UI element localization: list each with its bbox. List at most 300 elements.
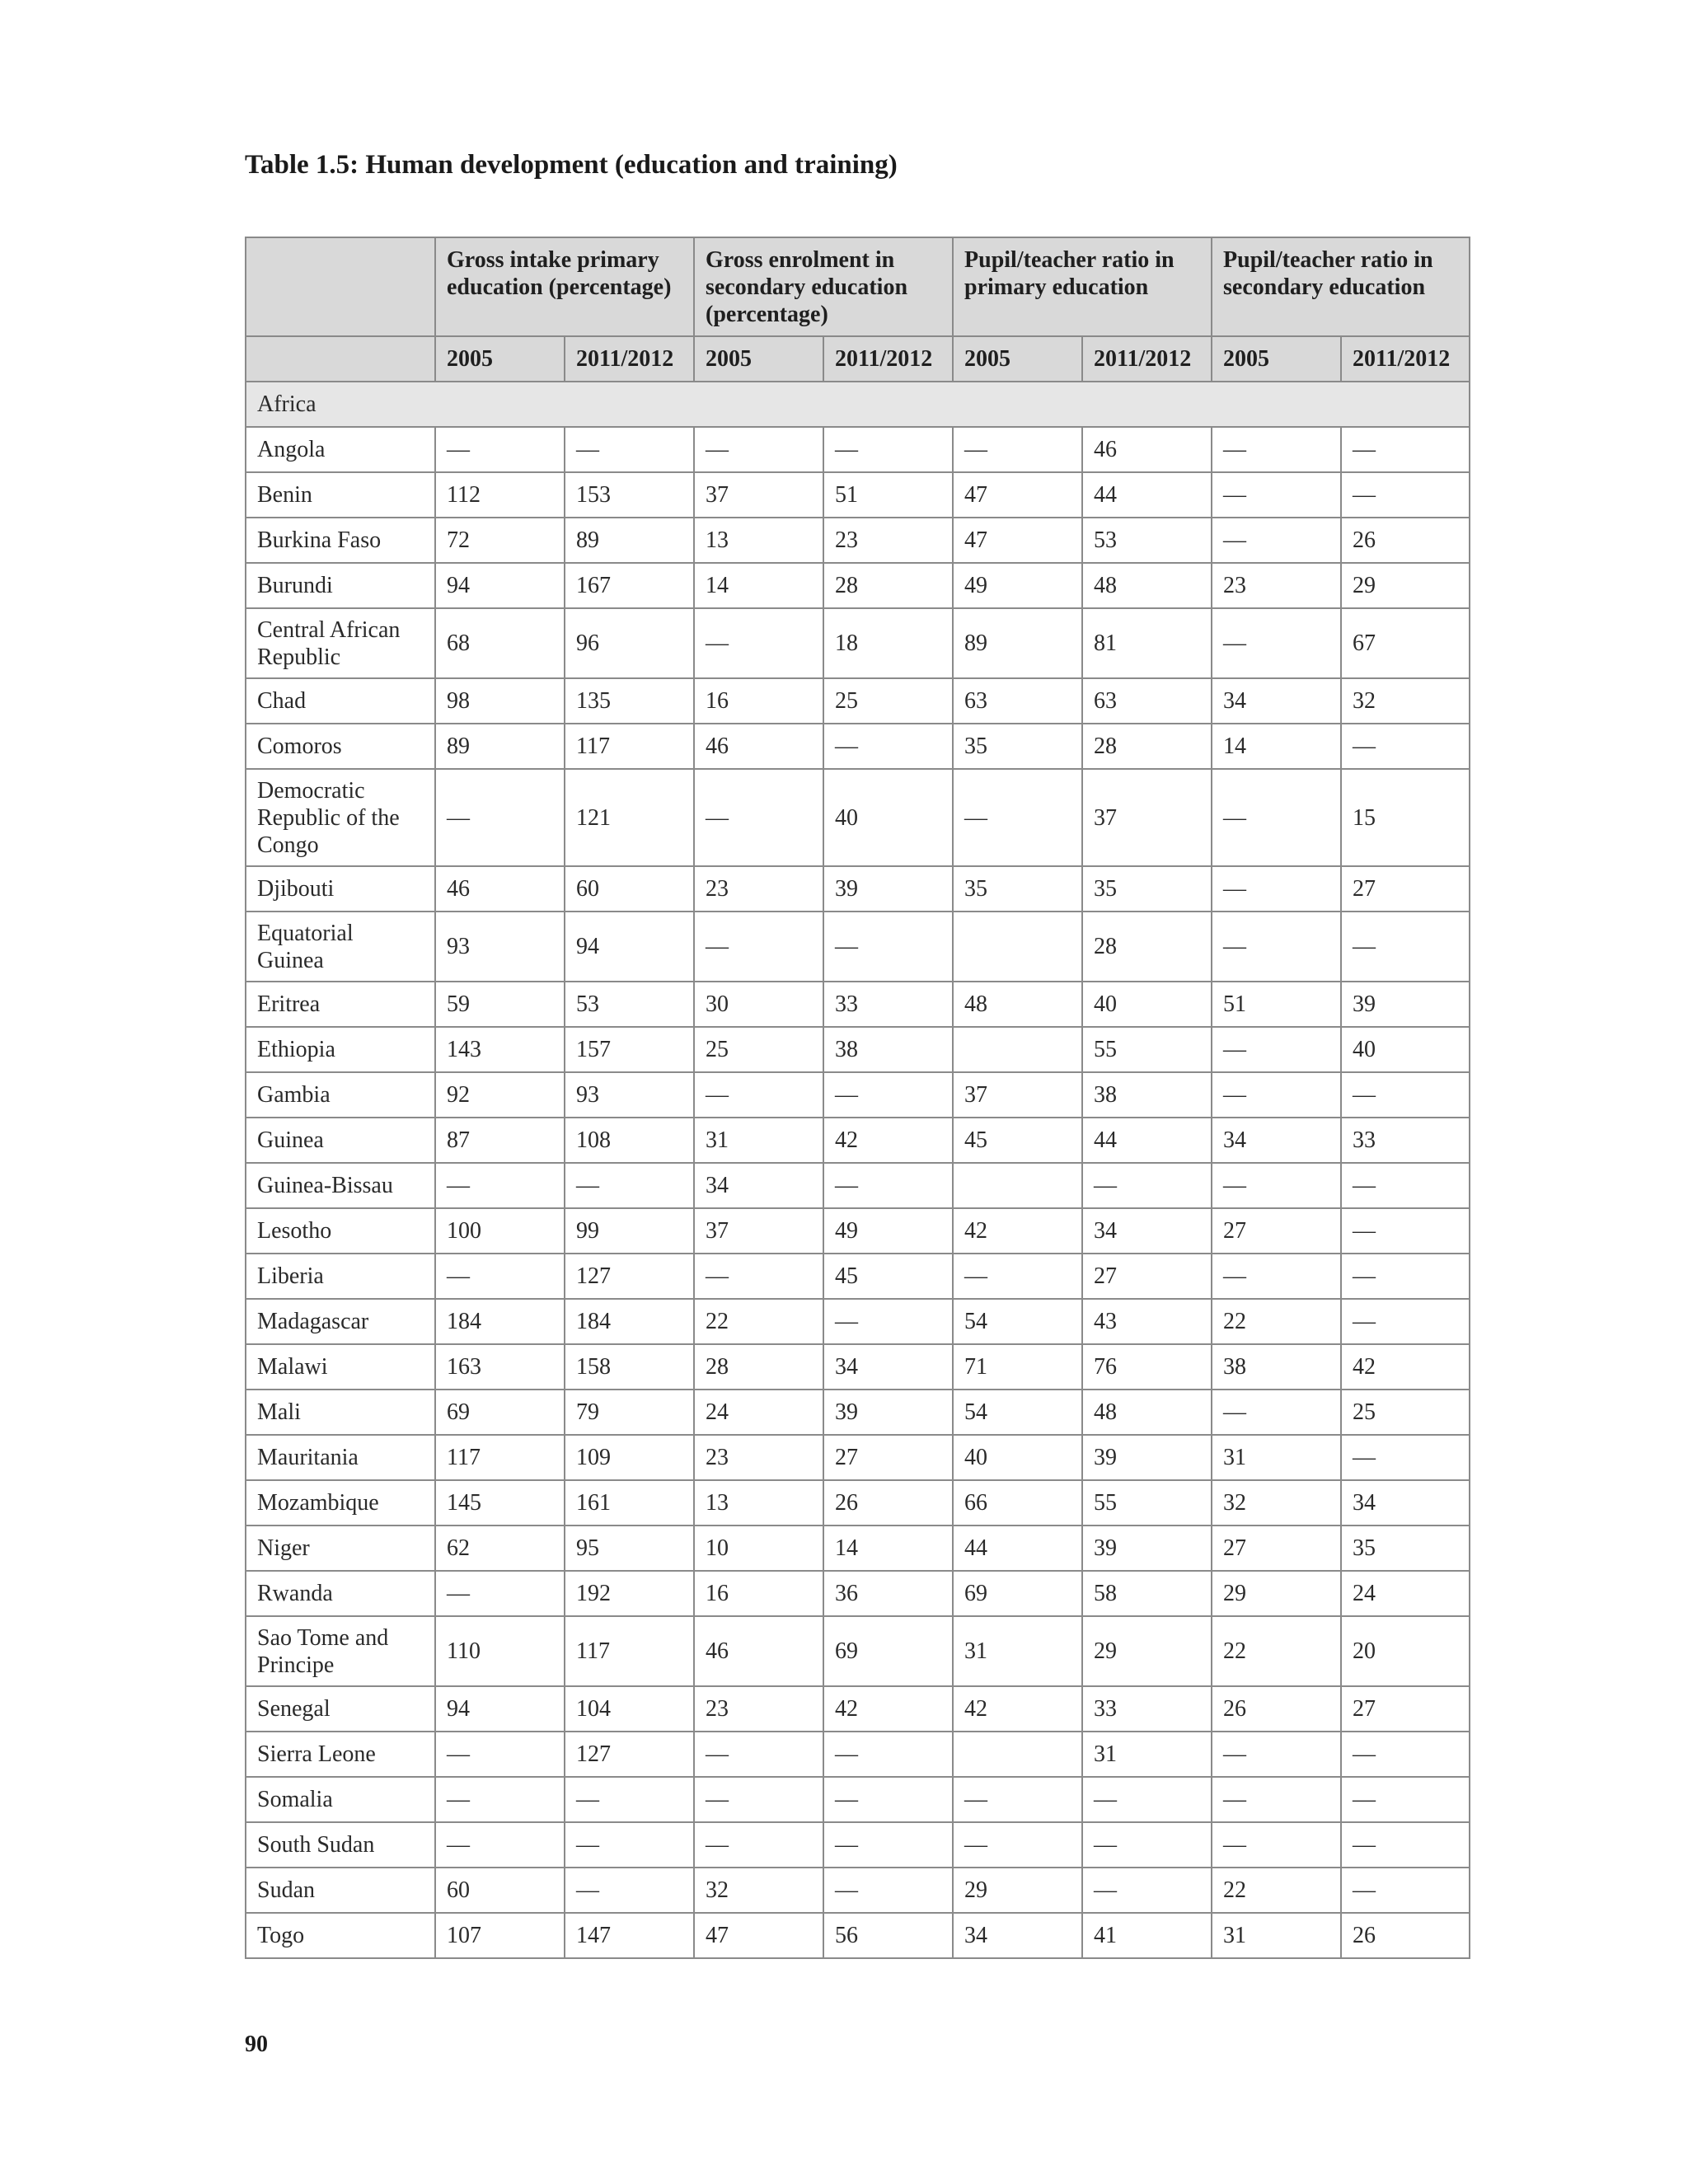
value-cell: — — [565, 427, 694, 472]
value-cell: 54 — [953, 1299, 1082, 1344]
value-cell: 147 — [565, 1913, 694, 1958]
value-cell: 161 — [565, 1480, 694, 1526]
value-cell: — — [1212, 1072, 1341, 1118]
value-cell: 32 — [694, 1868, 823, 1913]
value-cell: 49 — [823, 1208, 953, 1254]
country-cell: Angola — [246, 427, 435, 472]
value-cell: 37 — [694, 472, 823, 518]
value-cell: 34 — [694, 1163, 823, 1208]
value-cell: — — [823, 1822, 953, 1868]
value-cell: 89 — [435, 724, 565, 769]
value-cell: 14 — [1212, 724, 1341, 769]
value-cell: 153 — [565, 472, 694, 518]
value-cell: 27 — [1341, 866, 1470, 912]
value-cell: — — [1341, 1777, 1470, 1822]
value-cell: 35 — [953, 866, 1082, 912]
value-cell: — — [694, 608, 823, 678]
value-cell: 35 — [1341, 1526, 1470, 1571]
value-cell: 37 — [694, 1208, 823, 1254]
header-pupil-teacher-secondary: Pupil/teacher ratio in secondary education — [1212, 237, 1470, 336]
value-cell: 69 — [435, 1390, 565, 1435]
value-cell: 36 — [823, 1571, 953, 1616]
value-cell: — — [1212, 866, 1341, 912]
value-cell: 13 — [694, 1480, 823, 1526]
value-cell: 163 — [435, 1344, 565, 1390]
value-cell: — — [1341, 1208, 1470, 1254]
value-cell: 47 — [694, 1913, 823, 1958]
value-cell: 39 — [823, 866, 953, 912]
country-cell: Malawi — [246, 1344, 435, 1390]
country-cell: Niger — [246, 1526, 435, 1571]
country-cell: Rwanda — [246, 1571, 435, 1616]
value-cell: 28 — [694, 1344, 823, 1390]
value-cell: 31 — [953, 1616, 1082, 1686]
value-cell: — — [1082, 1163, 1212, 1208]
value-cell: 127 — [565, 1732, 694, 1777]
year-header: 2011/2012 — [565, 336, 694, 382]
value-cell: — — [435, 1822, 565, 1868]
table-row — [246, 1299, 1470, 1344]
table-row — [246, 1526, 1470, 1571]
value-cell: 34 — [1341, 1480, 1470, 1526]
page-number: 90 — [245, 2032, 268, 2057]
value-cell: 184 — [565, 1299, 694, 1344]
value-cell: 45 — [823, 1254, 953, 1299]
value-cell: 25 — [823, 678, 953, 724]
value-cell: — — [1341, 1435, 1470, 1480]
value-cell: 59 — [435, 982, 565, 1027]
value-cell: 32 — [1341, 678, 1470, 724]
value-cell: 117 — [435, 1435, 565, 1480]
value-cell — [953, 1027, 1082, 1072]
region-label: Africa — [246, 382, 1470, 427]
value-cell: — — [1341, 427, 1470, 472]
value-cell: 93 — [565, 1072, 694, 1118]
header-pupil-teacher-primary: Pupil/teacher ratio in primary education — [953, 237, 1212, 336]
value-cell: — — [1341, 1732, 1470, 1777]
value-cell: 44 — [953, 1526, 1082, 1571]
value-cell: 38 — [1212, 1344, 1341, 1390]
value-cell: 46 — [435, 866, 565, 912]
table-body — [246, 382, 1470, 1958]
value-cell: — — [435, 1732, 565, 1777]
value-cell: — — [694, 1732, 823, 1777]
value-cell: 67 — [1341, 608, 1470, 678]
value-cell: 29 — [1341, 563, 1470, 608]
table-row — [246, 1254, 1470, 1299]
value-cell: 46 — [1082, 427, 1212, 472]
value-cell: 104 — [565, 1686, 694, 1732]
country-cell: Guinea-Bissau — [246, 1163, 435, 1208]
value-cell: 34 — [1082, 1208, 1212, 1254]
value-cell: 42 — [823, 1118, 953, 1163]
country-cell: Gambia — [246, 1072, 435, 1118]
table-row — [246, 1344, 1470, 1390]
value-cell: 41 — [1082, 1913, 1212, 1958]
table-row — [246, 1208, 1470, 1254]
value-cell: 117 — [565, 1616, 694, 1686]
value-cell: — — [694, 427, 823, 472]
value-cell: 127 — [565, 1254, 694, 1299]
value-cell: 145 — [435, 1480, 565, 1526]
value-cell: 33 — [1341, 1118, 1470, 1163]
country-cell: Djibouti — [246, 866, 435, 912]
value-cell: 157 — [565, 1027, 694, 1072]
value-cell: 167 — [565, 563, 694, 608]
year-header: 2005 — [435, 336, 565, 382]
value-cell: 42 — [953, 1686, 1082, 1732]
value-cell: 94 — [435, 1686, 565, 1732]
country-cell: Guinea — [246, 1118, 435, 1163]
value-cell: — — [435, 427, 565, 472]
value-cell: 22 — [1212, 1868, 1341, 1913]
value-cell — [953, 912, 1082, 982]
value-cell: 26 — [1212, 1686, 1341, 1732]
year-header: 2005 — [953, 336, 1082, 382]
table-row — [246, 678, 1470, 724]
value-cell: 26 — [823, 1480, 953, 1526]
value-cell: 24 — [694, 1390, 823, 1435]
value-cell: 23 — [694, 866, 823, 912]
value-cell: 43 — [1082, 1299, 1212, 1344]
value-cell: 37 — [953, 1072, 1082, 1118]
value-cell: 110 — [435, 1616, 565, 1686]
value-cell: — — [1212, 427, 1341, 472]
value-cell: 16 — [694, 678, 823, 724]
value-cell: — — [953, 427, 1082, 472]
value-cell: 48 — [953, 982, 1082, 1027]
value-cell: 48 — [1082, 563, 1212, 608]
country-cell: Somalia — [246, 1777, 435, 1822]
value-cell: 44 — [1082, 1118, 1212, 1163]
value-cell: 29 — [1212, 1571, 1341, 1616]
country-cell: Sudan — [246, 1868, 435, 1913]
year-header: 2005 — [1212, 336, 1341, 382]
value-cell: 28 — [1082, 724, 1212, 769]
value-cell: 35 — [1082, 866, 1212, 912]
value-cell: — — [1212, 1732, 1341, 1777]
value-cell: 58 — [1082, 1571, 1212, 1616]
value-cell: 135 — [565, 678, 694, 724]
value-cell: 14 — [823, 1526, 953, 1571]
value-cell: — — [823, 1732, 953, 1777]
value-cell: 24 — [1341, 1571, 1470, 1616]
value-cell: 31 — [1212, 1435, 1341, 1480]
value-cell: — — [565, 1822, 694, 1868]
table-row — [246, 1480, 1470, 1526]
table-row — [246, 1118, 1470, 1163]
table-row — [246, 608, 1470, 678]
value-cell: — — [823, 427, 953, 472]
value-cell: 13 — [694, 518, 823, 563]
value-cell: 93 — [435, 912, 565, 982]
value-cell: — — [823, 1163, 953, 1208]
value-cell: 60 — [435, 1868, 565, 1913]
country-cell: Chad — [246, 678, 435, 724]
value-cell: 66 — [953, 1480, 1082, 1526]
region-row — [246, 382, 1470, 427]
value-cell: 42 — [823, 1686, 953, 1732]
value-cell: 55 — [1082, 1027, 1212, 1072]
value-cell: 42 — [1341, 1344, 1470, 1390]
value-cell: — — [1212, 1163, 1341, 1208]
value-cell: 30 — [694, 982, 823, 1027]
value-cell: — — [694, 1822, 823, 1868]
value-cell: — — [1341, 1822, 1470, 1868]
value-cell: 121 — [565, 769, 694, 866]
table-row — [246, 563, 1470, 608]
country-cell: Sao Tome and Principe — [246, 1616, 435, 1686]
value-cell: 25 — [1341, 1390, 1470, 1435]
value-cell: — — [823, 1072, 953, 1118]
value-cell: 46 — [694, 1616, 823, 1686]
value-cell: — — [435, 1254, 565, 1299]
country-cell: Eritrea — [246, 982, 435, 1027]
value-cell: 42 — [953, 1208, 1082, 1254]
value-cell: — — [953, 1777, 1082, 1822]
value-cell: 31 — [694, 1118, 823, 1163]
value-cell: 81 — [1082, 608, 1212, 678]
value-cell: 72 — [435, 518, 565, 563]
value-cell: 89 — [565, 518, 694, 563]
value-cell: 44 — [1082, 472, 1212, 518]
value-cell: 31 — [1212, 1913, 1341, 1958]
value-cell: — — [1212, 1390, 1341, 1435]
value-cell: 38 — [1082, 1072, 1212, 1118]
value-cell: — — [565, 1163, 694, 1208]
value-cell: 56 — [823, 1913, 953, 1958]
value-cell — [953, 1163, 1082, 1208]
value-cell: — — [953, 1254, 1082, 1299]
value-cell: 39 — [823, 1390, 953, 1435]
value-cell: 31 — [1082, 1732, 1212, 1777]
value-cell: 47 — [953, 518, 1082, 563]
value-cell: 45 — [953, 1118, 1082, 1163]
value-cell: — — [1341, 1072, 1470, 1118]
value-cell: 192 — [565, 1571, 694, 1616]
value-cell: 95 — [565, 1526, 694, 1571]
country-cell: Mauritania — [246, 1435, 435, 1480]
value-cell: 27 — [823, 1435, 953, 1480]
value-cell: 143 — [435, 1027, 565, 1072]
value-cell: 14 — [694, 563, 823, 608]
value-cell: 63 — [1082, 678, 1212, 724]
country-cell: Mali — [246, 1390, 435, 1435]
value-cell: — — [694, 769, 823, 866]
value-cell: 40 — [953, 1435, 1082, 1480]
value-cell: — — [435, 1163, 565, 1208]
header-gross-intake-primary: Gross intake primary education (percentage) — [435, 237, 694, 336]
value-cell: 79 — [565, 1390, 694, 1435]
value-cell: 34 — [953, 1913, 1082, 1958]
value-cell: 28 — [823, 563, 953, 608]
header-group-row — [246, 237, 1470, 336]
value-cell: — — [1212, 1027, 1341, 1072]
value-cell: — — [1212, 472, 1341, 518]
value-cell: 39 — [1082, 1435, 1212, 1480]
value-cell: 62 — [435, 1526, 565, 1571]
country-cell: Mozambique — [246, 1480, 435, 1526]
value-cell: 18 — [823, 608, 953, 678]
table-row — [246, 1390, 1470, 1435]
value-cell: 27 — [1341, 1686, 1470, 1732]
value-cell: 34 — [823, 1344, 953, 1390]
table-row — [246, 518, 1470, 563]
value-cell: — — [435, 1777, 565, 1822]
value-cell: 49 — [953, 563, 1082, 608]
value-cell: 37 — [1082, 769, 1212, 866]
value-cell: 34 — [1212, 1118, 1341, 1163]
table-row — [246, 912, 1470, 982]
table-row — [246, 1027, 1470, 1072]
value-cell: 51 — [823, 472, 953, 518]
country-cell: Burkina Faso — [246, 518, 435, 563]
value-cell: — — [823, 724, 953, 769]
value-cell: 100 — [435, 1208, 565, 1254]
value-cell: 68 — [435, 608, 565, 678]
value-cell: 40 — [1082, 982, 1212, 1027]
value-cell: 22 — [694, 1299, 823, 1344]
value-cell: 26 — [1341, 1913, 1470, 1958]
value-cell: — — [694, 1777, 823, 1822]
table-row — [246, 1822, 1470, 1868]
country-cell: Senegal — [246, 1686, 435, 1732]
value-cell: 71 — [953, 1344, 1082, 1390]
value-cell: 15 — [1341, 769, 1470, 866]
value-cell: — — [823, 1299, 953, 1344]
value-cell: 23 — [1212, 563, 1341, 608]
year-header: 2011/2012 — [823, 336, 953, 382]
value-cell: — — [565, 1868, 694, 1913]
table-row — [246, 866, 1470, 912]
table-row — [246, 1163, 1470, 1208]
value-cell: — — [1212, 1254, 1341, 1299]
value-cell: — — [823, 1777, 953, 1822]
value-cell: 20 — [1341, 1616, 1470, 1686]
value-cell: 27 — [1082, 1254, 1212, 1299]
table-title: Table 1.5: Human development (education and training) — [245, 150, 898, 180]
table-row — [246, 1072, 1470, 1118]
education-table — [245, 237, 1470, 1959]
value-cell: 89 — [953, 608, 1082, 678]
value-cell: 117 — [565, 724, 694, 769]
value-cell: 22 — [1212, 1616, 1341, 1686]
value-cell: — — [1212, 912, 1341, 982]
value-cell: — — [1341, 472, 1470, 518]
value-cell: 69 — [953, 1571, 1082, 1616]
country-cell: Liberia — [246, 1254, 435, 1299]
value-cell: 94 — [565, 912, 694, 982]
value-cell: 76 — [1082, 1344, 1212, 1390]
value-cell: 54 — [953, 1390, 1082, 1435]
corner-header-cell — [246, 237, 435, 336]
table-row — [246, 1616, 1470, 1686]
value-cell: — — [1212, 1822, 1341, 1868]
corner-header-cell — [246, 336, 435, 382]
value-cell: — — [1082, 1822, 1212, 1868]
value-cell: — — [694, 1072, 823, 1118]
value-cell: — — [1212, 518, 1341, 563]
value-cell: — — [1341, 1254, 1470, 1299]
value-cell: 109 — [565, 1435, 694, 1480]
value-cell: 92 — [435, 1072, 565, 1118]
value-cell: — — [823, 1868, 953, 1913]
country-cell: Burundi — [246, 563, 435, 608]
value-cell — [953, 1732, 1082, 1777]
value-cell: — — [823, 912, 953, 982]
value-cell: 107 — [435, 1913, 565, 1958]
value-cell: 47 — [953, 472, 1082, 518]
value-cell: 53 — [1082, 518, 1212, 563]
value-cell: 27 — [1212, 1526, 1341, 1571]
value-cell: 51 — [1212, 982, 1341, 1027]
value-cell: — — [435, 1571, 565, 1616]
value-cell: 26 — [1341, 518, 1470, 563]
value-cell: 33 — [823, 982, 953, 1027]
country-cell: Madagascar — [246, 1299, 435, 1344]
value-cell: 39 — [1341, 982, 1470, 1027]
value-cell: — — [565, 1777, 694, 1822]
value-cell: — — [1212, 608, 1341, 678]
year-header: 2011/2012 — [1082, 336, 1212, 382]
value-cell: — — [953, 1822, 1082, 1868]
value-cell: — — [1341, 912, 1470, 982]
table-row — [246, 1686, 1470, 1732]
table-row — [246, 769, 1470, 866]
value-cell: — — [435, 769, 565, 866]
country-cell: Sierra Leone — [246, 1732, 435, 1777]
header-gross-enrolment-secondary: Gross enrolment in secondary education (percentage) — [694, 237, 953, 336]
value-cell: 94 — [435, 563, 565, 608]
value-cell: — — [1341, 1868, 1470, 1913]
value-cell: 53 — [565, 982, 694, 1027]
header-year-row — [246, 336, 1470, 382]
value-cell: — — [1082, 1868, 1212, 1913]
value-cell: 108 — [565, 1118, 694, 1163]
value-cell: 60 — [565, 866, 694, 912]
year-header: 2011/2012 — [1341, 336, 1470, 382]
value-cell: 63 — [953, 678, 1082, 724]
value-cell: 55 — [1082, 1480, 1212, 1526]
country-cell: Togo — [246, 1913, 435, 1958]
table-row — [246, 427, 1470, 472]
value-cell: — — [694, 912, 823, 982]
table-row — [246, 982, 1470, 1027]
value-cell: — — [953, 769, 1082, 866]
value-cell: — — [1341, 1163, 1470, 1208]
value-cell: 38 — [823, 1027, 953, 1072]
value-cell: 29 — [953, 1868, 1082, 1913]
country-cell: Ethiopia — [246, 1027, 435, 1072]
value-cell: 48 — [1082, 1390, 1212, 1435]
value-cell: 40 — [1341, 1027, 1470, 1072]
country-cell: Benin — [246, 472, 435, 518]
table-row — [246, 1868, 1470, 1913]
value-cell: — — [1341, 1299, 1470, 1344]
table-row — [246, 1777, 1470, 1822]
value-cell: 39 — [1082, 1526, 1212, 1571]
value-cell: 23 — [694, 1686, 823, 1732]
country-cell: Lesotho — [246, 1208, 435, 1254]
value-cell: 34 — [1212, 678, 1341, 724]
country-cell: Democratic Republic of the Congo — [246, 769, 435, 866]
value-cell: 158 — [565, 1344, 694, 1390]
value-cell: 96 — [565, 608, 694, 678]
table-row — [246, 1571, 1470, 1616]
country-cell: South Sudan — [246, 1822, 435, 1868]
value-cell: 87 — [435, 1118, 565, 1163]
value-cell: — — [1212, 769, 1341, 866]
